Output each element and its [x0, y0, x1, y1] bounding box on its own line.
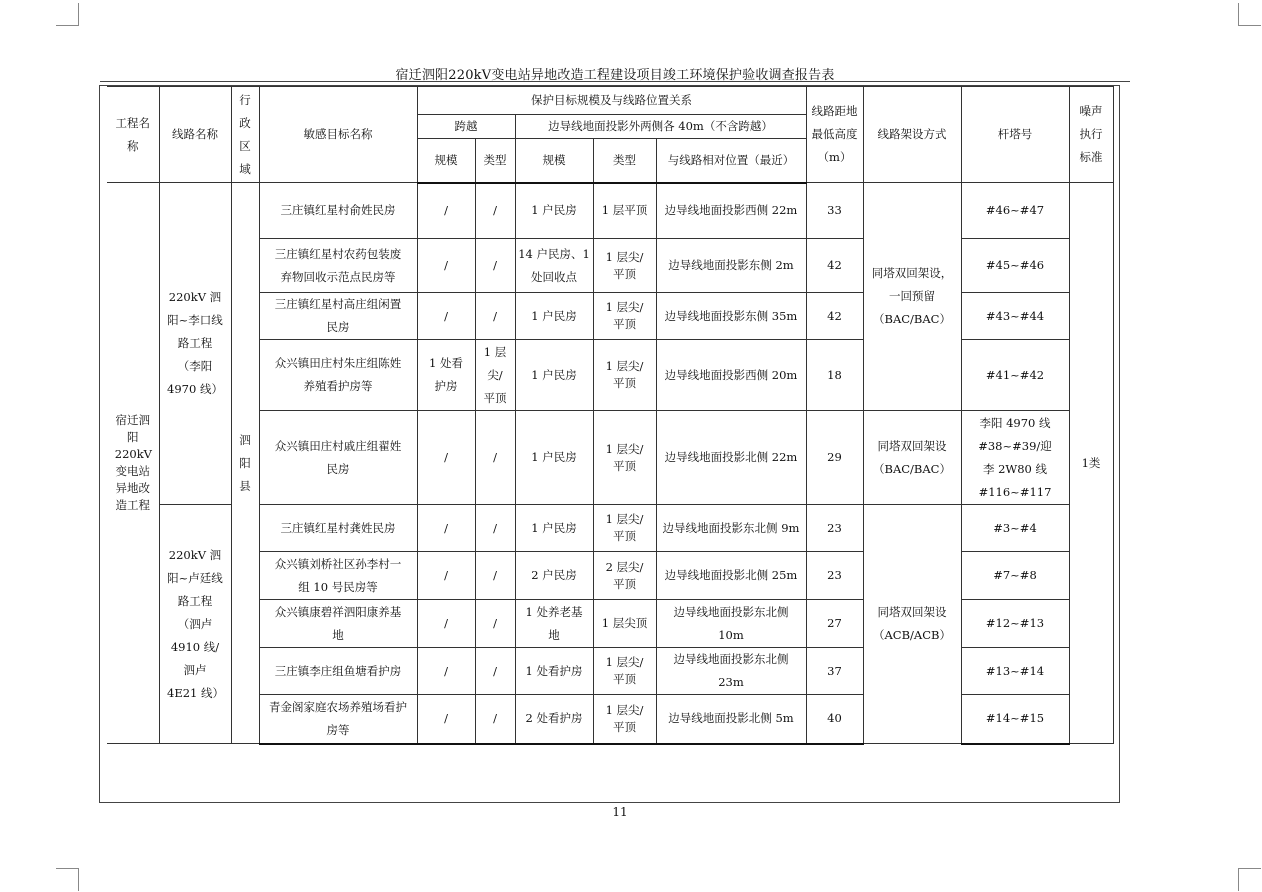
cross-type: / — [475, 411, 515, 505]
side-type: 1 层尖/平顶 — [593, 293, 656, 340]
header-cross-scale: 规模 — [417, 139, 475, 183]
relative-position: 边导线地面投影东侧 2m — [656, 239, 806, 293]
side-type: 1 层尖/平顶 — [593, 695, 656, 744]
min-height: 23 — [806, 552, 863, 600]
cross-scale: / — [417, 239, 475, 293]
side-type: 1 层尖/平顶 — [593, 239, 656, 293]
side-scale: 14 户民房、1 处回收点 — [515, 239, 593, 293]
side-type: 1 层尖/平顶 — [593, 340, 656, 411]
side-scale: 1 户民房 — [515, 340, 593, 411]
relative-position: 边导线地面投影西侧 20m — [656, 340, 806, 411]
header-row-1 — [107, 87, 1113, 115]
target-name: 青金阁家庭农场养殖场看护房等 — [259, 695, 417, 744]
header-admin-region: 行政区域 — [231, 87, 259, 183]
side-scale: 1 处养老基地 — [515, 600, 593, 648]
min-height: 42 — [806, 239, 863, 293]
target-name: 三庄镇红星村高庄组闲置民房 — [259, 293, 417, 340]
relative-position: 边导线地面投影北侧 22m — [656, 411, 806, 505]
min-height: 27 — [806, 600, 863, 648]
tower-no: #12~#13 — [961, 600, 1069, 648]
tower-no: #7~#8 — [961, 552, 1069, 600]
header-crossing: 跨越 — [417, 115, 515, 139]
header-protection-group: 保护目标规模及与线路位置关系 — [417, 87, 806, 115]
cross-type: / — [475, 695, 515, 744]
side-scale: 1 处看护房 — [515, 648, 593, 695]
page-title: 宿迁泗阳220kV变电站异地改造工程建设项目竣工环境保护验收调查报告表 — [395, 68, 835, 83]
report-table — [107, 86, 1114, 745]
erection-cell: 同塔双回架设（ACB/ACB） — [863, 505, 961, 744]
cross-scale: / — [417, 411, 475, 505]
cross-scale: / — [417, 695, 475, 744]
header-side-projection: 边导线地面投影外两侧各 40m（不含跨越） — [515, 115, 806, 139]
tower-no: #41~#42 — [961, 340, 1069, 411]
cross-type: / — [475, 293, 515, 340]
noise-standard-cell: 1类 — [1069, 183, 1113, 744]
cross-scale: / — [417, 552, 475, 600]
relative-position: 边导线地面投影东北侧 9m — [656, 505, 806, 552]
target-name: 三庄镇红星村农药包装废弃物回收示范点民房等 — [259, 239, 417, 293]
side-type: 1 层尖/平顶 — [593, 411, 656, 505]
min-height: 23 — [806, 505, 863, 552]
table-row — [107, 183, 1113, 239]
line-name-cell: 220kV 泗阳~卢廷线路工程（泗卢 4910 线/泗卢 4E21 线） — [159, 505, 231, 744]
cross-scale: / — [417, 505, 475, 552]
min-height: 37 — [806, 648, 863, 695]
cross-scale: 1 处看护房 — [417, 340, 475, 411]
side-scale: 1 户民房 — [515, 411, 593, 505]
crop-mark-bottom-right — [1238, 868, 1261, 891]
cross-type: / — [475, 648, 515, 695]
tower-no: #14~#15 — [961, 695, 1069, 744]
tower-no: #46~#47 — [961, 183, 1069, 239]
header-side-type: 类型 — [593, 139, 656, 183]
target-name: 三庄镇红星村俞姓民房 — [259, 183, 417, 239]
cross-type: / — [475, 505, 515, 552]
header-min-height: 线路距地最低高度（m） — [806, 87, 863, 183]
side-scale: 2 户民房 — [515, 552, 593, 600]
side-type: 1 层尖/平顶 — [593, 648, 656, 695]
cross-scale: / — [417, 183, 475, 239]
side-scale: 2 处看护房 — [515, 695, 593, 744]
side-scale: 1 户民房 — [515, 293, 593, 340]
target-name: 三庄镇李庄组鱼塘看护房 — [259, 648, 417, 695]
page-number: 11 — [612, 805, 628, 819]
cross-type: / — [475, 183, 515, 239]
cross-type: / — [475, 552, 515, 600]
min-height: 42 — [806, 293, 863, 340]
cross-scale: / — [417, 293, 475, 340]
cross-type: / — [475, 600, 515, 648]
side-type: 1 层尖/平顶 — [593, 505, 656, 552]
erection-cell: 同塔双回架设（BAC/BAC） — [863, 411, 961, 505]
tower-no: #3~#4 — [961, 505, 1069, 552]
line-name-cell: 220kV 泗阳~李口线路工程（李阳 4970 线） — [159, 183, 231, 505]
tower-no: #45~#46 — [961, 239, 1069, 293]
side-scale: 1 户民房 — [515, 183, 593, 239]
cross-scale: / — [417, 648, 475, 695]
header-tower-no: 杆塔号 — [961, 87, 1069, 183]
admin-region-cell: 泗阳县 — [231, 183, 259, 744]
tower-no: #13~#14 — [961, 648, 1069, 695]
min-height: 18 — [806, 340, 863, 411]
header-project-name: 工程名称 — [107, 87, 159, 183]
relative-position: 边导线地面投影东北侧 23m — [656, 648, 806, 695]
tower-no: 李阳 4970 线 #38~#39/迎李 2W80 线 #116~#117 — [961, 411, 1069, 505]
crop-mark-top-right — [1238, 3, 1261, 26]
target-name: 三庄镇红星村龚姓民房 — [259, 505, 417, 552]
target-name: 众兴镇田庄村戚庄组翟姓民房 — [259, 411, 417, 505]
min-height: 33 — [806, 183, 863, 239]
relative-position: 边导线地面投影北侧 25m — [656, 552, 806, 600]
side-type: 1 层平顶 — [593, 183, 656, 239]
relative-position: 边导线地面投影东侧 35m — [656, 293, 806, 340]
relative-position: 边导线地面投影东北侧 10m — [656, 600, 806, 648]
cross-type: 1 层尖/平顶 — [475, 340, 515, 411]
target-name: 众兴镇康碧祥泗阳康养基地 — [259, 600, 417, 648]
min-height: 40 — [806, 695, 863, 744]
side-type: 1 层尖顶 — [593, 600, 656, 648]
erection-cell: 同塔双回架设，一回预留（BAC/BAC） — [863, 183, 961, 411]
cross-type: / — [475, 239, 515, 293]
min-height: 29 — [806, 411, 863, 505]
header-cross-type: 类型 — [475, 139, 515, 183]
crop-mark-top-left — [56, 3, 79, 26]
header-side-scale: 规模 — [515, 139, 593, 183]
cross-scale: / — [417, 600, 475, 648]
side-scale: 1 户民房 — [515, 505, 593, 552]
target-name: 众兴镇田庄村朱庄组陈姓养殖看护房等 — [259, 340, 417, 411]
tower-no: #43~#44 — [961, 293, 1069, 340]
project-name-cell: 宿迁泗阳220kV变电站异地改造工程 — [107, 183, 159, 744]
title-rule — [100, 81, 1130, 82]
relative-position: 边导线地面投影北侧 5m — [656, 695, 806, 744]
header-erection: 线路架设方式 — [863, 87, 961, 183]
header-relative-position: 与线路相对位置（最近） — [656, 139, 806, 183]
relative-position: 边导线地面投影西侧 22m — [656, 183, 806, 239]
side-type: 2 层尖/平顶 — [593, 552, 656, 600]
header-noise-standard: 噪声执行标准 — [1069, 87, 1113, 183]
header-line-name: 线路名称 — [159, 87, 231, 183]
target-name: 众兴镇刘桥社区孙李村一组 10 号民房等 — [259, 552, 417, 600]
crop-mark-bottom-left — [56, 868, 79, 891]
header-target-name: 敏感目标名称 — [259, 87, 417, 183]
